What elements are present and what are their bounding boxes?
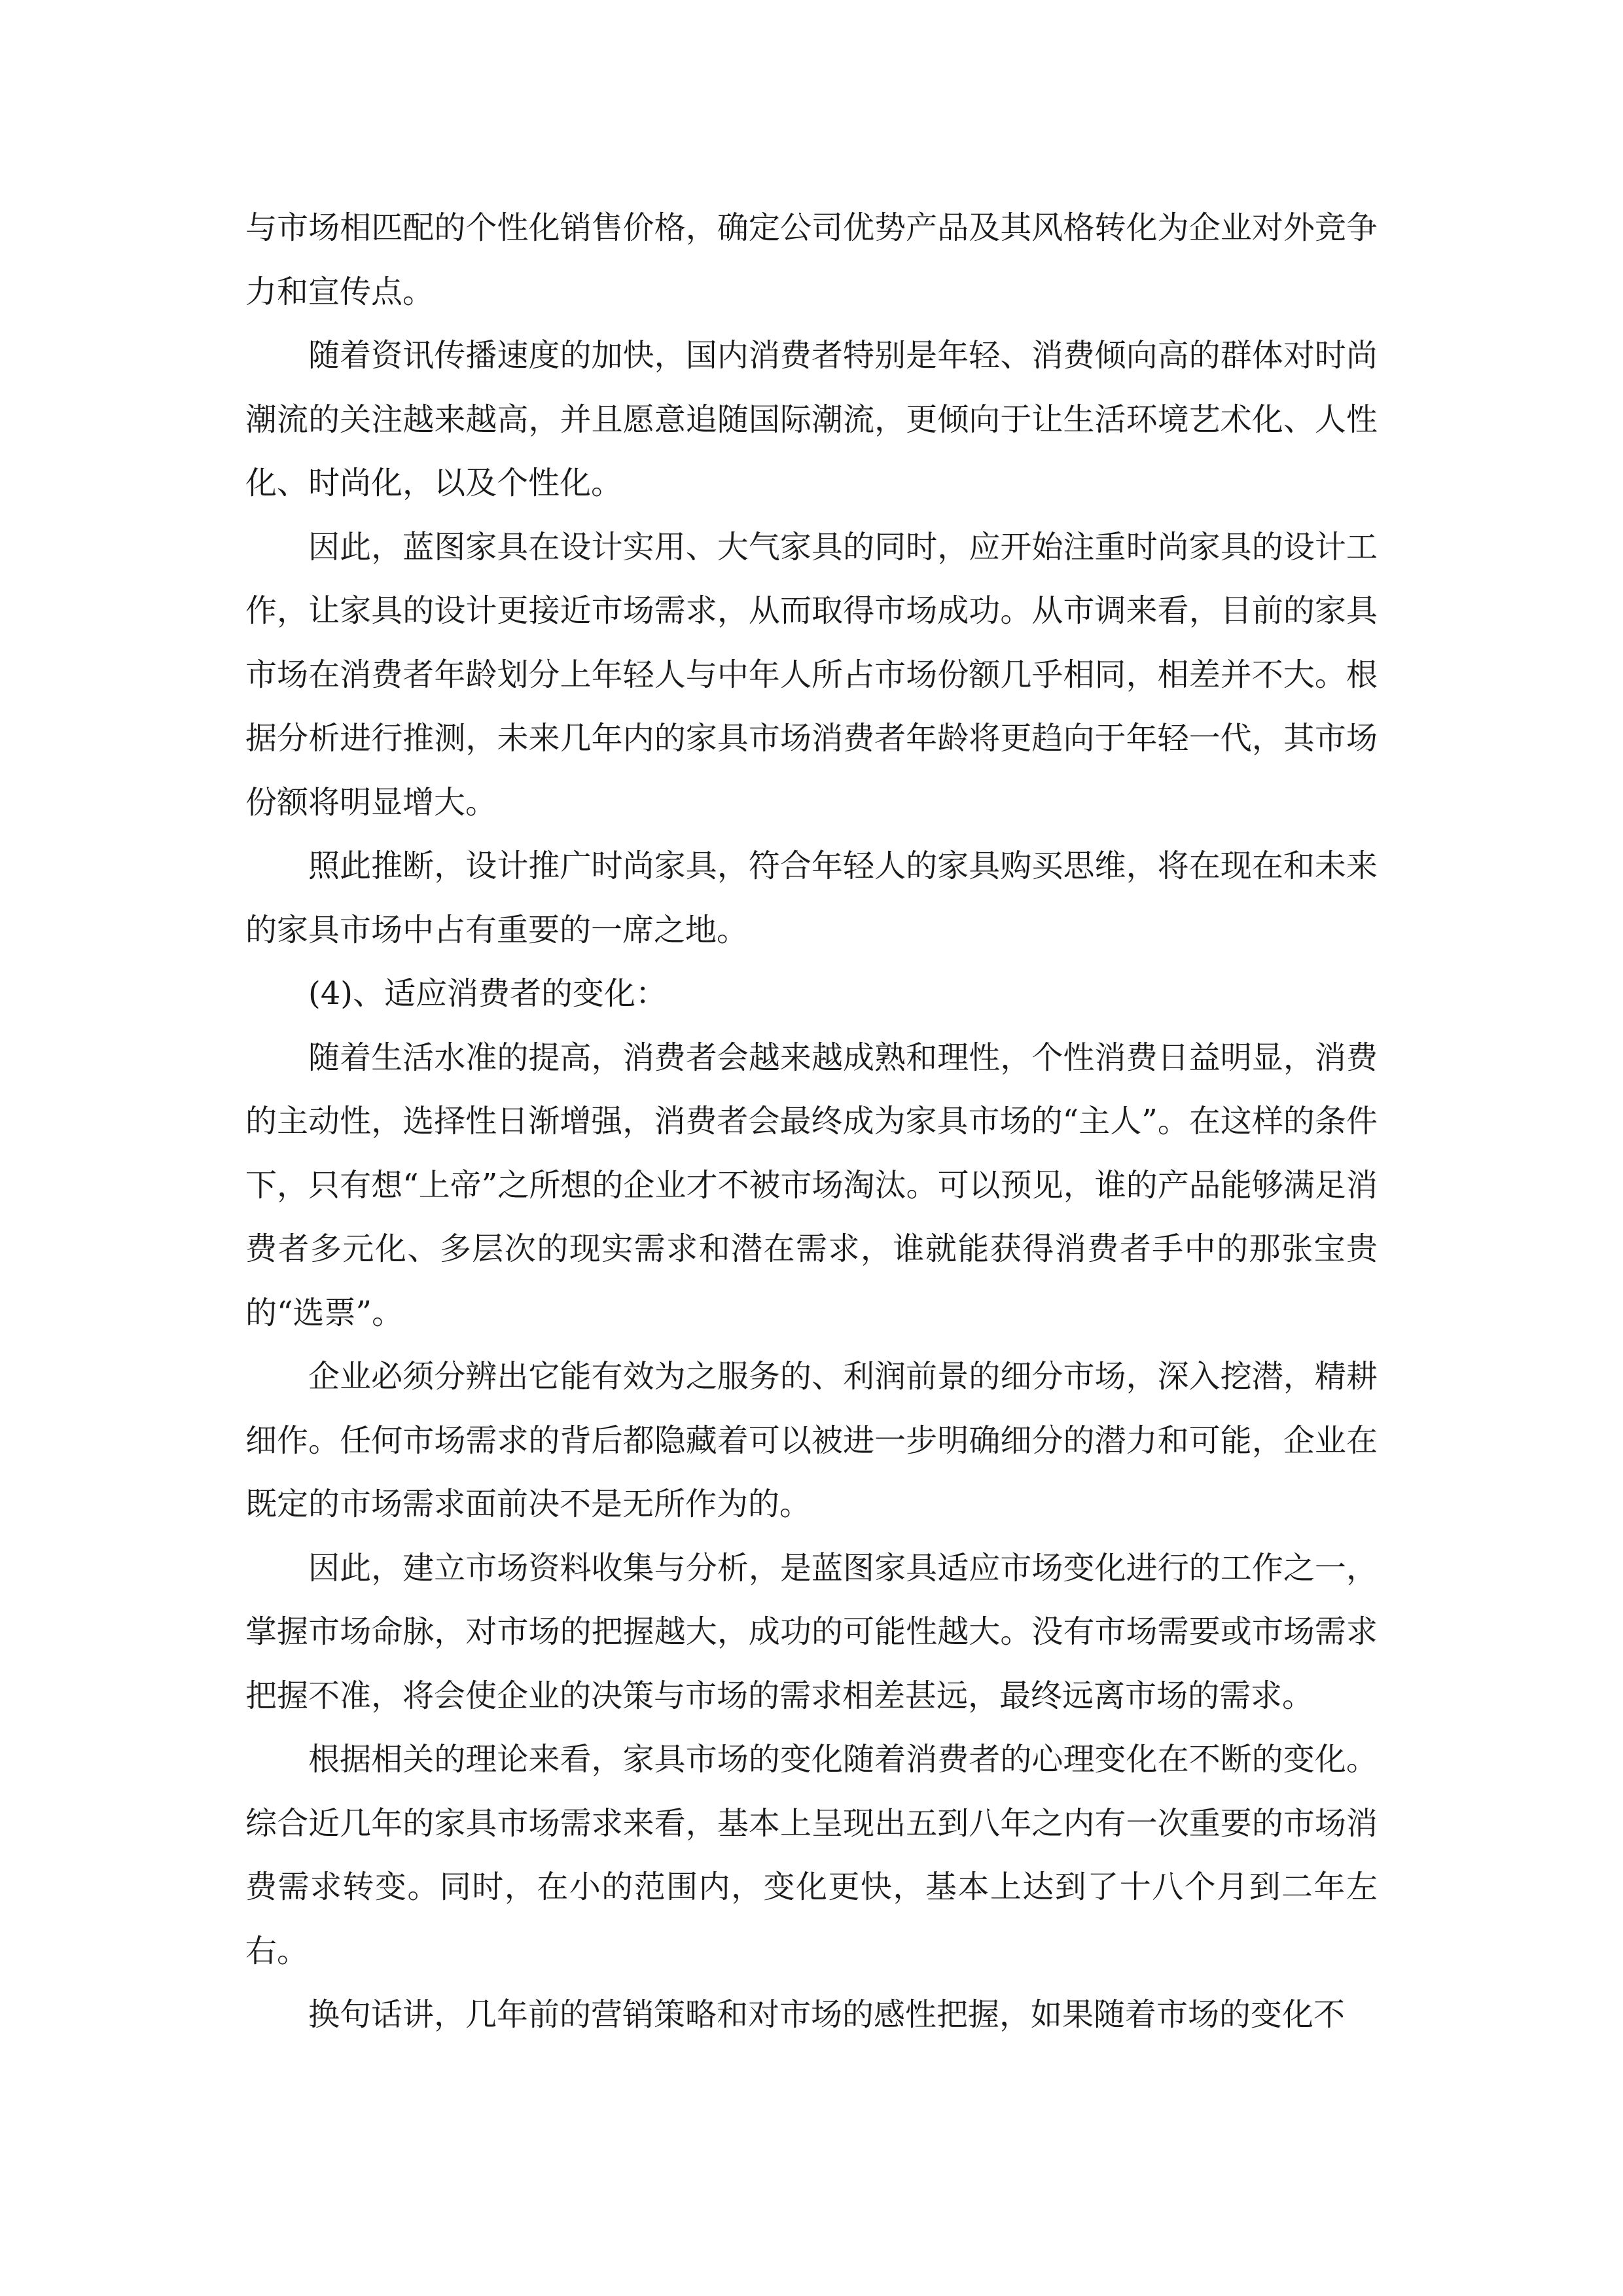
paragraph-inference: 照此推断，设计推广时尚家具，符合年轻人的家具购买思维，将在现在和未来的家具市场中占有重要的一席之地。 <box>245 848 1378 948</box>
paragraph-consumer: 随着生活水准的提高，消费者会越来越成熟和理性，个性消费日益明显，消费的主动性，选择性日渐增强，消费者会最终成为家具市场的“主人”。在这样的条件下，只有想“上帝”之所想的企业才不被市场淘汰。可以预见，谁的产品能够满足消费者多元化、多层次的现实需求和潜在需求，谁就能获得消费者手中的那张宝贵的“选票”。 <box>245 1039 1378 1331</box>
paragraph-analysis: 因此，建立市场资料收集与分析，是蓝图家具适应市场变化进行的工作之一，掌握市场命脉，对市场的把握越大，成功的可能性越大。没有市场需要或市场需求把握不准，将会使企业的决策与市场的需求相差甚远，最终远离市场的需求。 <box>245 1549 1378 1714</box>
section-heading: (4)、适应消费者的变化： <box>308 975 667 1012</box>
document-body <box>245 196 1378 2047</box>
paragraph-strategy: 换句话讲，几年前的营销策略和对市场的感性把握，如果随着市场的变化不 <box>308 1996 1346 2033</box>
paragraph-continuation: 与市场相匹配的个性化销售价格，确定公司优势产品及其风格转化为企业对外竞争力和宣传点。 <box>245 209 1378 310</box>
paragraph-design: 因此，蓝图家具在设计实用、大气家具的同时，应开始注重时尚家具的设计工作，让家具的设计更接近市场需求，从而取得市场成功。从市调来看，目前的家具市场在消费者年龄划分上年轻人与中年人所占市场份额几乎相同，相差并不大。根据分析进行推测，未来几年内的家具市场消费者年龄将更趋向于年轻一代，其市场份额将明显增大。 <box>245 528 1378 821</box>
paragraph-trend: 随着资讯传播速度的加快，国内消费者特别是年轻、消费倾向高的群体对时尚潮流的关注越来越高，并且愿意追随国际潮流，更倾向于让生活环境艺术化、人性化、时尚化，以及个性化。 <box>245 337 1378 501</box>
paragraph-segment: 企业必须分辨出它能有效为之服务的、利润前景的细分市场，深入挖潜，精耕细作。任何市场需求的背后都隐藏着可以被进一步明确细分的潜力和可能，企业在既定的市场需求面前决不是无所作为的。 <box>245 1358 1378 1522</box>
paragraph-theory: 根据相关的理论来看，家具市场的变化随着消费者的心理变化在不断的变化。综合近几年的家具市场需求来看，基本上呈现出五到八年之内有一次重要的市场消费需求转变。同时，在小的范围内，变化更快，基本上达到了十八个月到二年左右。 <box>245 1741 1378 1969</box>
